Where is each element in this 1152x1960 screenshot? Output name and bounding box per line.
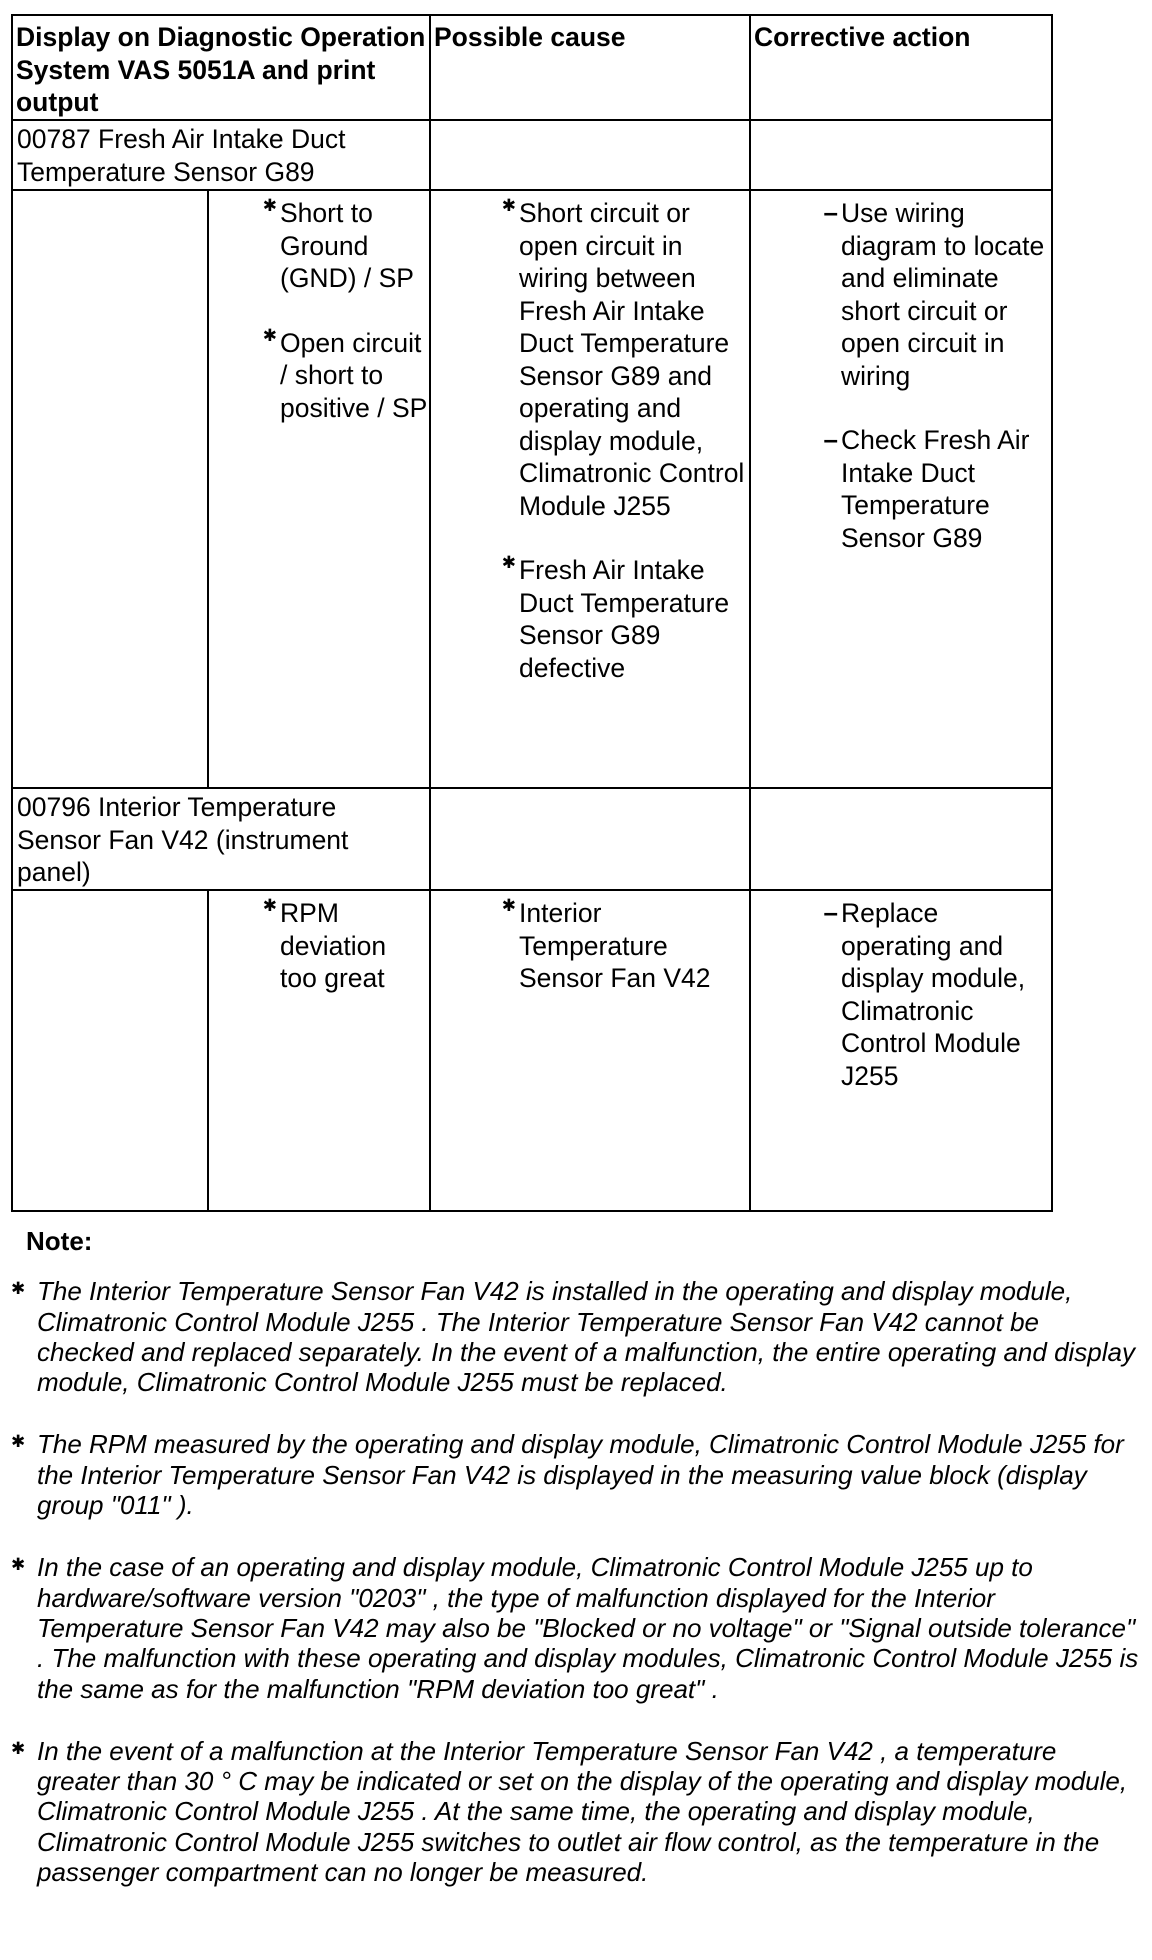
action-text: Use wiring diagram to locate and eliminate short circuit or open circuit in wiring [841, 198, 1045, 391]
asterisk-bullet-icon: ✱ [11, 1432, 26, 1452]
header-display: Display on Diagnostic Operation System VAS 5051A and print output [12, 15, 430, 120]
asterisk-bullet-icon: ✱ [501, 553, 516, 572]
fault-code-title: 00787 Fresh Air Intake Duct Temperature Sensor G89 [12, 120, 430, 190]
empty-cell [12, 890, 208, 1211]
asterisk-bullet-icon: ✱ [11, 1738, 26, 1758]
list-item [209, 197, 429, 295]
symptom-text: Short to Ground (GND) / SP [280, 198, 414, 293]
list-item [431, 554, 749, 684]
note-text: In the case of an operating and display module, Climatronic Control Module J255 up to hardware/software version "0203" , the type of malfunction displayed for the Interior Temperature Sensor Fan V42 may also be "Blocked or no voltage" or "Signal outside tolerance" . The malfunction with these operating and display modules, Climatronic Control Module J255 is the same as for the malfunction "RPM deviation too great" . [37, 1552, 1139, 1704]
table-row [12, 788, 1052, 890]
note-text: In the event of a malfunction at the Interior Temperature Sensor Fan V42 , a temperature greater than 30 ° C may be indicated or set on the display of the operating and display module, Climatronic Control Module J255 . At the same time, the operating and display module, Climatronic Control Module J255 switches to outlet air flow control, as the temperature in the passenger compartment can no longer be measured. [37, 1735, 1128, 1888]
dash-bullet-icon: – [823, 897, 838, 927]
notes-section [11, 1226, 1141, 1919]
list-item [751, 197, 1051, 392]
list-item [751, 897, 1051, 1092]
empty-cell [750, 120, 1052, 190]
asterisk-bullet-icon: ✱ [501, 196, 516, 215]
list-item [209, 327, 429, 425]
asterisk-bullet-icon: ✱ [262, 896, 277, 915]
table-header-row [12, 15, 1052, 120]
diagnostic-table [11, 14, 1053, 1212]
action-text: Check Fresh Air Intake Duct Temperature Sensor G89 [841, 425, 1030, 553]
fault-code-title: 00796 Interior Temperature Sensor Fan V42 (instrument panel) [12, 788, 430, 890]
action-cell [750, 190, 1052, 788]
list-item [209, 897, 429, 995]
table-row [12, 120, 1052, 190]
empty-cell [430, 120, 750, 190]
note-text: The RPM measured by the operating and display module, Climatronic Control Module J255 for the Interior Temperature Sensor Fan V42 is displayed in the measuring value block (display group "011" ). [37, 1429, 1124, 1521]
list-item [431, 197, 749, 522]
note-item [11, 1276, 1141, 1397]
cause-text: Interior Temperature Sensor Fan V42 [519, 898, 711, 993]
note-item [11, 1736, 1141, 1887]
symptom-text: RPM deviation too great [280, 898, 387, 993]
empty-cell [750, 788, 1052, 890]
asterisk-bullet-icon: ✱ [11, 1555, 26, 1575]
header-possible-cause: Possible cause [430, 15, 750, 120]
table-row [12, 890, 1052, 1211]
dash-bullet-icon: – [823, 197, 838, 227]
asterisk-bullet-icon: ✱ [262, 196, 277, 215]
table-row [12, 190, 1052, 788]
cause-text: Short circuit or open circuit in wiring between Fresh Air Intake Duct Temperature Sensor G89 and operating and display module, Climatronic Control Module J255 [519, 198, 745, 521]
list-item [751, 424, 1051, 554]
empty-cell [430, 788, 750, 890]
note-text: The Interior Temperature Sensor Fan V42 is installed in the operating and display module, Climatronic Control Module J255 . The Interior Temperature Sensor Fan V42 cannot be checked and replaced separately. In the event of a malfunction, the entire operating and display module, Climatronic Control Module J255 must be replaced. [37, 1276, 1136, 1398]
note-item [11, 1429, 1141, 1520]
list-item [431, 897, 749, 995]
note-item [11, 1552, 1141, 1703]
asterisk-bullet-icon: ✱ [11, 1279, 26, 1299]
note-heading: Note: [26, 1226, 93, 1256]
symptom-cell [208, 890, 430, 1211]
symptom-text: Open circuit / short to positive / SP [280, 327, 428, 423]
empty-cell [12, 190, 208, 788]
header-corrective-action: Corrective action [750, 15, 1052, 120]
cause-cell [430, 890, 750, 1211]
cause-cell [430, 190, 750, 788]
action-text: Replace operating and display module, Climatronic Control Module J255 [841, 898, 1026, 1091]
dash-bullet-icon: – [823, 424, 838, 454]
cause-text: Fresh Air Intake Duct Temperature Sensor G89 defective [519, 555, 730, 683]
action-cell [750, 890, 1052, 1211]
asterisk-bullet-icon: ✱ [501, 896, 516, 915]
asterisk-bullet-icon: ✱ [262, 325, 277, 345]
symptom-cell [208, 190, 430, 788]
